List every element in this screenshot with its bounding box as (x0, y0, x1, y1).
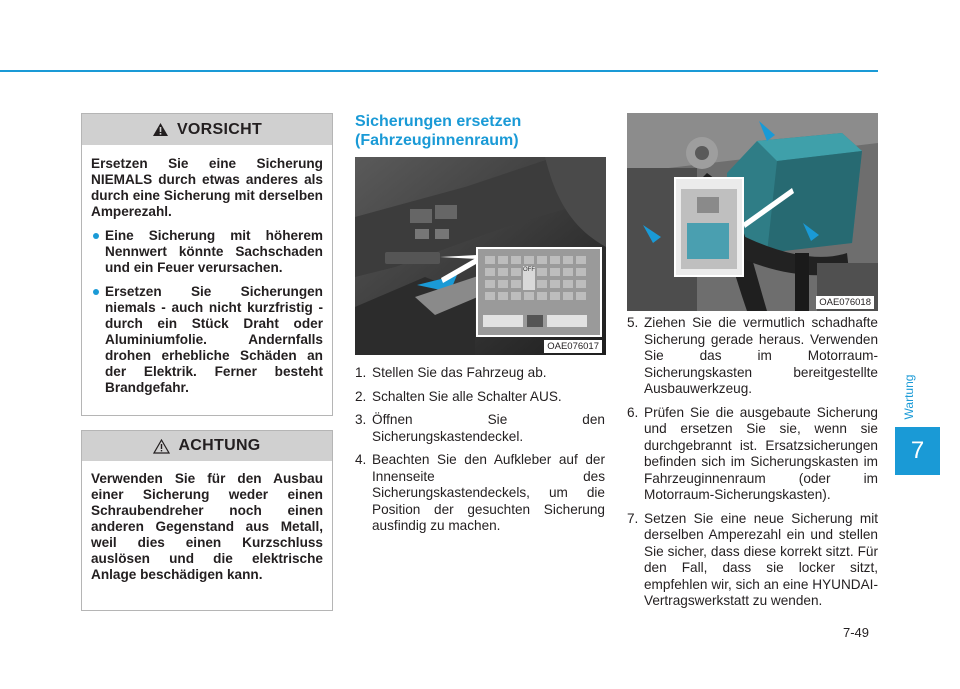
step-item: 3. Öffnen Sie den Sicherungskastendeckel. (355, 412, 605, 444)
interior-fuse-illustration (355, 157, 606, 355)
step-item: 6. Prüfen Sie die ausgebaute Sicherung und ersetzen Sie sie, wenn sie durchgebrannt ist. Ersatzsicherungen befinden sich im Sicherungskasten im Fahrzeuginnenraum (oder im Motorraum-Sicherungskasten). (627, 404, 878, 502)
caution-box (81, 113, 333, 416)
step-item: 7. Setzen Sie eine neue Sicherung mit derselben Amperezahl ein und stellen Sie sicher, dass diese korrekt sitzt. Für den Fall, dass sie locker sitzt, empfehlen wir, sich an eine HYUNDAI-Vertragswerkstatt zu wenden. (627, 510, 878, 608)
figure-code: OAE076018 (816, 296, 874, 309)
caution-header (82, 114, 332, 145)
engine-fuse-figure (627, 113, 878, 311)
notice-title: ACHTUNG (178, 437, 261, 454)
warning-triangle-outline-icon (153, 439, 170, 454)
figure-code: OAE076017 (544, 340, 602, 353)
engine-fuse-illustration (627, 113, 878, 311)
interior-fuse-figure (355, 157, 606, 355)
chapter-side-label: Wartung (902, 374, 916, 420)
steps-list-right (627, 315, 878, 617)
caution-bullet: Ersetzen Sie Sicherungen niemals - auch nicht kurzfristig - durch ein Stück Draht oder Aluminiumfolie. Andernfalls drohen erhebliche Schäden an der Elektrik. Ferner besteht Brandgefahr. (91, 284, 323, 396)
notice-header (82, 431, 332, 461)
caution-title: VORSICHT (176, 120, 263, 138)
section-title-line1: Sicherungen ersetzen (355, 113, 522, 130)
chapter-number-tab: 7 (895, 427, 940, 475)
caution-intro: Ersetzen Sie eine Sicherung NIEMALS durch etwas anderes als durch eine Sicherung mit derselben Amperezahl. (91, 156, 323, 219)
notice-box (81, 430, 333, 611)
step-item: 5. Ziehen Sie die vermutlich schadhafte Sicherung gerade heraus. Verwenden Sie das im Motorraum-Sicherungskasten bereitgestellte Ausbauwerkzeug. (627, 315, 878, 396)
section-title-line2: (Fahrzeuginnenraum) (355, 132, 519, 149)
steps-list-left (355, 365, 605, 542)
step-item: 1. Stellen Sie das Fahrzeug ab. (355, 365, 547, 380)
warning-triangle-icon (152, 122, 169, 137)
step-item: 4. Beachten Sie den Aufkleber auf der Innenseite des Sicherungskastendeckels, um die Position der gesuchten Sicherung ausfindig zu machen. (355, 452, 605, 533)
section-title (355, 112, 605, 150)
caution-body (91, 156, 323, 404)
page-number: 7-49 (843, 625, 870, 640)
header-rule (0, 70, 878, 72)
notice-body: Verwenden Sie für den Ausbau einer Sicherung weder einen Schraubendreher noch einen anderen Gegenstand aus Metall, weil dies einen Kurzschluss auslösen und die elektrische Anlage beschädigen kann. (91, 471, 323, 582)
step-item: 2. Schalten Sie alle Schalter AUS. (355, 388, 562, 404)
caution-bullet: Eine Sicherung mit höherem Nennwert könnte Sachschaden und ein Feuer verursachen. (91, 228, 323, 276)
svg-text:OFF: OFF (523, 267, 535, 273)
